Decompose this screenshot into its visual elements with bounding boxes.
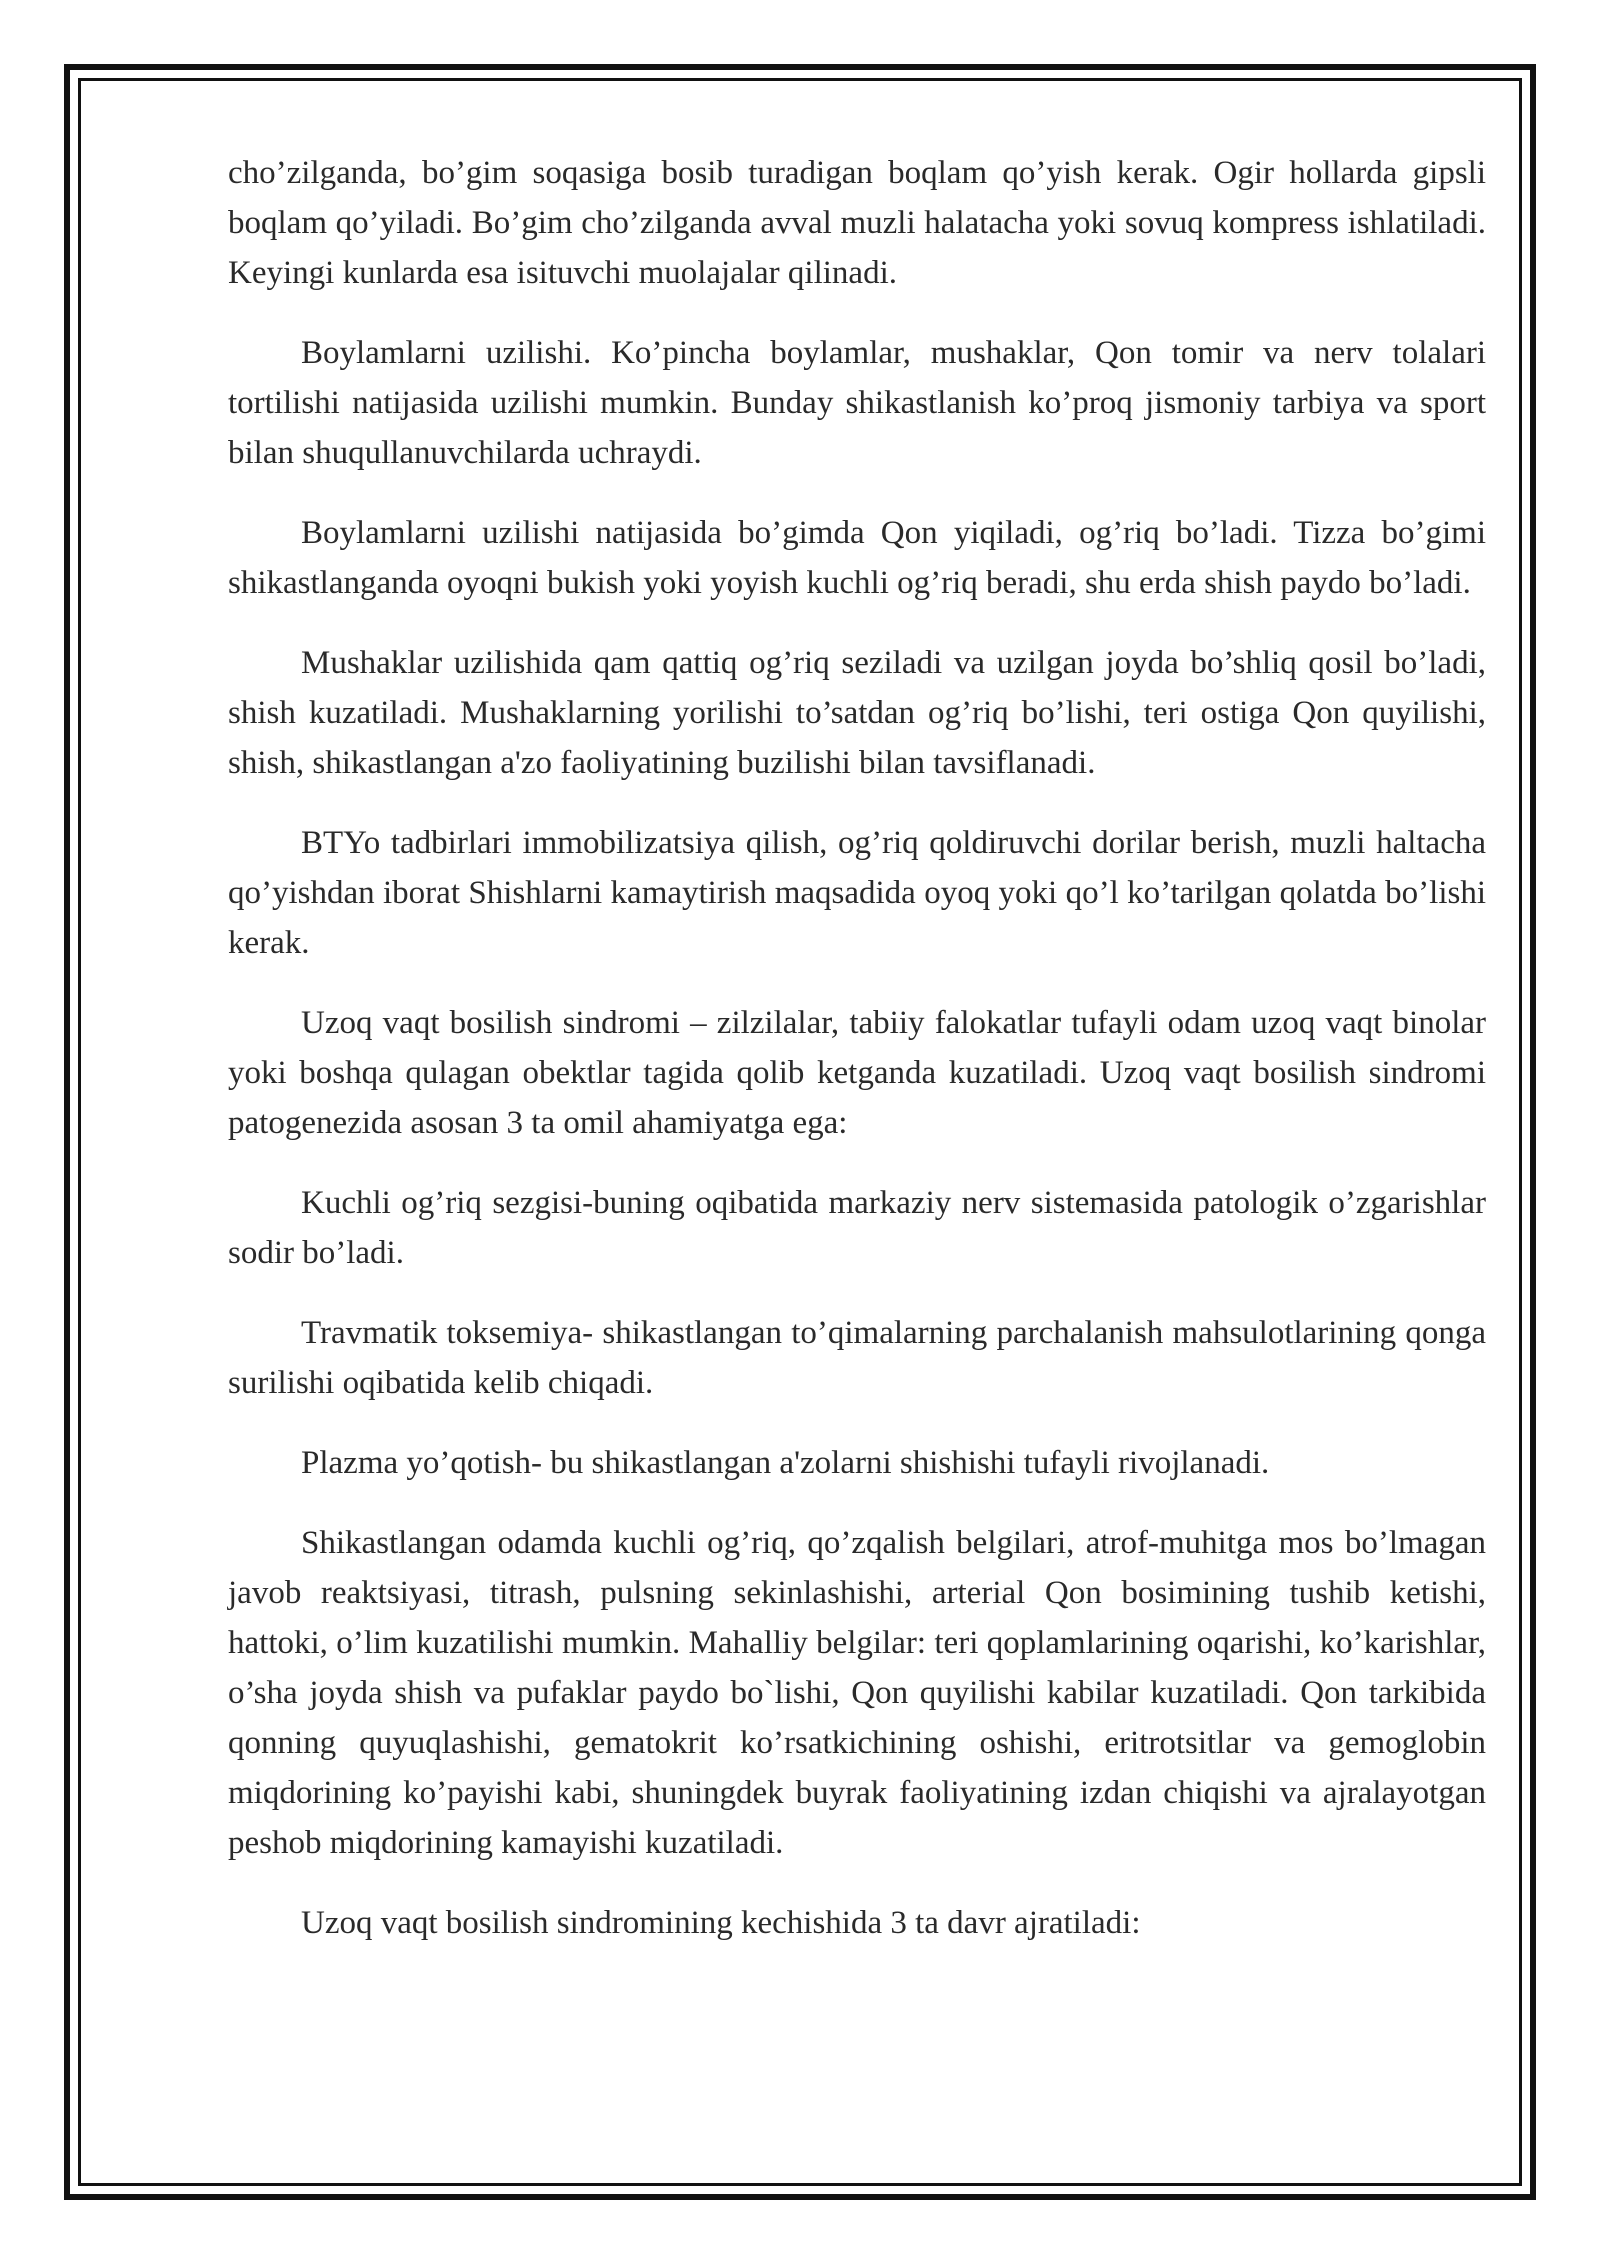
paragraph: Kuchli og’riq sezgisi-buning oqibatida markaziy nerv sistemasida patologik o’zgarishlar sodir bo’ladi. bbox=[228, 1185, 1486, 1271]
paragraph: Mushaklar uzilishida qam qattiq og’riq seziladi va uzilgan joyda bo’shliq qosil bo’ladi, shish kuzatiladi. Mushaklarning yorilishi to’satdan og’riq bo’lishi, teri ostiga Qon quyilishi, shish, shikastlangan a'zo faoliyatining buzilishi bilan tavsiflanadi. bbox=[228, 645, 1486, 781]
paragraph: Shikastlangan odamda kuchli og’riq, qo’zqalish belgilari, atrof-muhitga mos bo’lmagan javob reaktsiyasi, titrash, pulsning sekinlashishi, arterial Qon bosimining tushib ketishi, hattoki, o’lim kuzatilishi mumkin. Mahalliy belgilar: teri qoplamlarining oqarishi, ko’karishlar, o’sha joyda shish va pufaklar paydo bo`lishi, Qon quyilishi kabilar kuzatiladi. Qon tarkibida qonning quyuqlashishi, gematokrit ko’rsatkichining oshishi, eritrotsitlar va gemoglobin miqdorining ko’payishi kabi, shuningdek buyrak faoliyatining izdan chiqishi va ajralayotgan peshob miqdorining kamayishi kuzatiladi. bbox=[228, 1525, 1486, 1861]
paragraph: Uzoq vaqt bosilish sindromining kechishida 3 ta davr ajratiladi: bbox=[301, 1905, 1141, 1941]
paragraph: Boylamlarni uzilishi. Ko’pincha boylamlar, mushaklar, Qon tomir va nerv tolalari tortilishi natijasida uzilishi mumkin. Bunday shikastlanish ko’proq jismoniy tarbiya va sport bilan shuqullanuvchilarda uchraydi. bbox=[228, 335, 1486, 471]
document-body bbox=[228, 148, 1486, 1978]
paragraph: Uzoq vaqt bosilish sindromi – zilzilalar, tabiiy falokatlar tufayli odam uzoq vaqt binolar yoki boshqa qulagan obektlar tagida qolib ketganda kuzatiladi. Uzoq vaqt bosilish sindromi patogenezida asosan 3 ta omil ahamiyatga ega: bbox=[228, 1005, 1486, 1141]
paragraph: BTYo tadbirlari immobilizatsiya qilish, og’riq qoldiruvchi dorilar berish, muzli haltacha qo’yishdan iborat Shishlarni kamaytirish maqsadida oyoq yoki qo’l ko’tarilgan qolatda bo’lishi kerak. bbox=[228, 825, 1486, 961]
paragraph: Travmatik toksemiya- shikastlangan to’qimalarning parchalanish mahsulotlarining qonga surilishi oqibatida kelib chiqadi. bbox=[228, 1315, 1486, 1401]
paragraph: cho’zilganda, bo’gim soqasiga bosib turadigan boqlam qo’yish kerak. Ogir hollarda gipsli boqlam qo’yiladi. Bo’gim cho’zilganda avval muzli halatacha yoki sovuq kompress ishlatiladi. Keyingi kunlarda esa isituvchi muolajalar qilinadi. bbox=[228, 155, 1486, 291]
paragraph: Boylamlarni uzilishi natijasida bo’gimda Qon yiqiladi, og’riq bo’ladi. Tizza bo’gimi shikastlanganda oyoqni bukish yoki yoyish kuchli og’riq beradi, shu erda shish paydo bo’ladi. bbox=[228, 515, 1486, 601]
paragraph: Plazma yo’qotish- bu shikastlangan a'zolarni shishishi tufayli rivojlanadi. bbox=[301, 1445, 1270, 1481]
